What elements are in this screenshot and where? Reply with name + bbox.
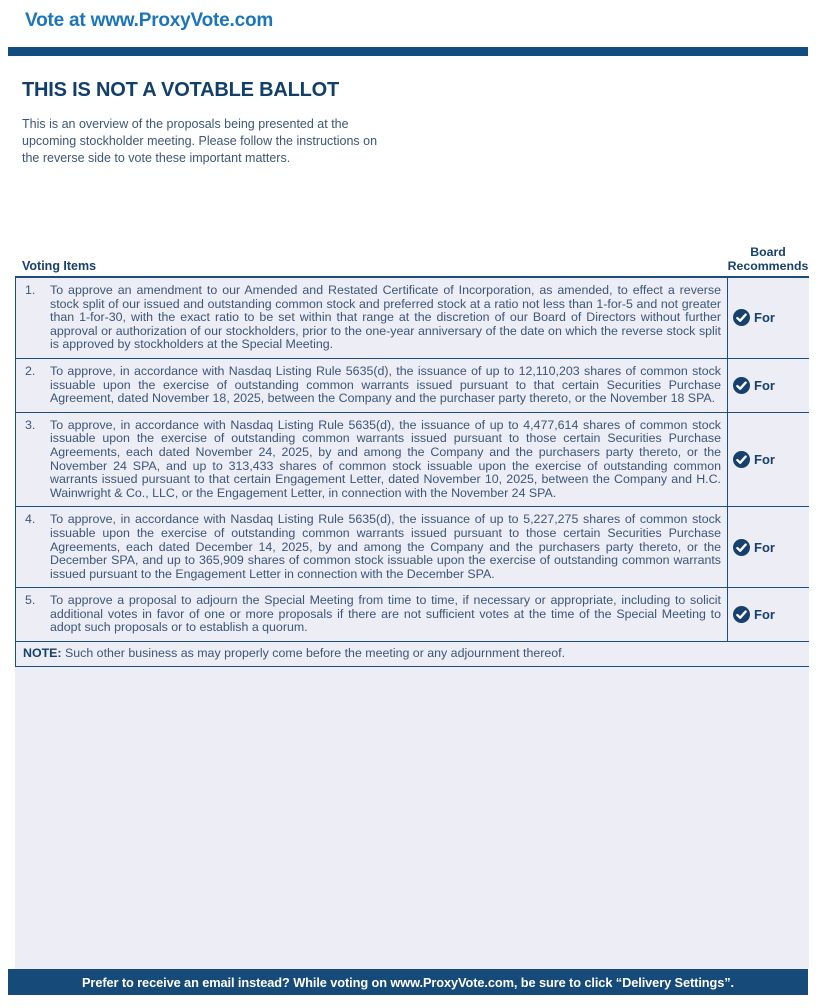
proposal-cell bbox=[16, 278, 727, 358]
check-circle-icon bbox=[733, 451, 750, 468]
proposal-cell bbox=[16, 413, 727, 507]
recommendation-cell bbox=[727, 359, 809, 412]
recommendation-label: For bbox=[754, 310, 775, 326]
check-circle-icon bbox=[733, 377, 750, 394]
proposal-text: To approve, in accordance with Nasdaq Listing Rule 5635(d), the issuance of up to 12,110,203 shares of common stock issuable upon the exercise of outstanding common warrants issued pursuant to that certain Securities Purchase Agreement, dated November 18, 2025, between the Company and the purchaser party thereto, or the November 18 SPA. bbox=[50, 363, 721, 406]
recommendation-label: For bbox=[754, 607, 775, 623]
note-label: NOTE: bbox=[23, 646, 62, 661]
voting-item-row-2 bbox=[16, 359, 809, 413]
recommendation-cell bbox=[727, 278, 809, 358]
not-votable-heading: THIS IS NOT A VOTABLE BALLOT bbox=[22, 79, 339, 101]
header-divider-bar bbox=[8, 47, 808, 56]
proposal-text: To approve, in accordance with Nasdaq Listing Rule 5635(d), the issuance of up to 5,227,275 shares of common stock issuable upon the exercise of outstanding common warrants issued pursuant to those certain Securities Purchase Agreements, each dated December 14, 2025, by and among the Company and the purchasers party thereto, or the December SPA, and up to 365,909 shares of common stock issuable upon the exercise of outstanding common warrants issued pursuant to the Engagement Letter in connection with the December SPA. bbox=[50, 512, 721, 581]
voting-item-row-4 bbox=[16, 507, 809, 588]
recommendation-badge bbox=[733, 309, 775, 326]
recommendation-badge bbox=[733, 606, 775, 623]
site-title: Vote at www.ProxyVote.com bbox=[25, 10, 274, 31]
proposal-number: 4. bbox=[25, 512, 36, 527]
note-text: Such other business as may properly come before the meeting or any adjournment thereof. bbox=[61, 646, 566, 661]
proposal-text: To approve an amendment to our Amended and Restated Certificate of Incorporation, as amended, to effect a reverse stock split of our issued and outstanding common stock and preferred stock at a ratio not less than 1-for-5 and not greater than 1-for-30, with the exact ratio to be set within that range at the discretion of our Board of Directors without further approval or authorization of our stockholders, prior to the one-year anniversary of the date on which the reverse stock split is approved by stockholders at the Special Meeting. bbox=[50, 283, 721, 352]
recommendation-label: For bbox=[754, 539, 775, 555]
recommendation-label: For bbox=[754, 377, 775, 393]
proposal-cell bbox=[16, 359, 727, 412]
recommendation-cell bbox=[727, 507, 809, 587]
check-circle-icon bbox=[733, 539, 750, 556]
recommendation-cell bbox=[727, 588, 809, 641]
board-recommends-column-header bbox=[727, 246, 809, 273]
proposal-number: 5. bbox=[25, 593, 36, 608]
footer-message: Prefer to receive an email instead? While voting on www.ProxyVote.com, be sure to click “Delivery Settings”. bbox=[82, 974, 734, 990]
table-header-row bbox=[15, 246, 809, 278]
proposal-number: 1. bbox=[25, 283, 36, 297]
proposal-cell bbox=[16, 507, 727, 587]
voting-items-column-header: Voting Items bbox=[22, 259, 97, 273]
table-body bbox=[15, 278, 809, 667]
proposal-cell bbox=[16, 588, 727, 641]
proposal-text: To approve a proposal to adjourn the Special Meeting from time to time, if necessary or appropriate, including to solicit additional votes in favor of one or more proposals if there are not sufficient votes at the time of the Special Meeting to adopt such proposals or to establish a quorum. bbox=[50, 593, 721, 635]
proposal-number: 3. bbox=[25, 417, 36, 432]
board-recommends-line2: Recommends bbox=[727, 258, 809, 273]
proposal-number: 2. bbox=[25, 363, 36, 378]
voting-items-table bbox=[15, 246, 809, 969]
voting-item-row-5 bbox=[16, 588, 809, 642]
recommendation-badge bbox=[733, 539, 775, 556]
recommendation-badge bbox=[733, 377, 775, 394]
board-recommends-line1: Board bbox=[750, 245, 786, 259]
voting-item-row-1 bbox=[16, 278, 809, 359]
recommendation-cell bbox=[727, 413, 809, 507]
footer-banner bbox=[8, 969, 808, 995]
voting-item-row-3 bbox=[16, 413, 809, 508]
check-circle-icon bbox=[733, 606, 750, 623]
note-row bbox=[16, 642, 809, 667]
check-circle-icon bbox=[733, 309, 750, 326]
ballot-description: This is an overview of the proposals being presented at the upcoming stockholder meeting. Please follow the instructions on the reverse side to vote these important matters. bbox=[22, 117, 378, 165]
recommendation-badge bbox=[733, 451, 775, 468]
empty-shaded-panel bbox=[15, 667, 809, 969]
proposal-text: To approve, in accordance with Nasdaq Listing Rule 5635(d), the issuance of up to 4,477,614 shares of common stock issuable upon the exercise of outstanding common warrants issued pursuant to those certain Securities Purchase Agreements, each dated November 24, 2025, by and among the Company and the purchasers party thereto, or the November 24 SPA, and up to 313,433 shares of common stock issuable upon the exercise of outstanding common warrants issued pursuant to that certain Engagement Letter, dated November 10, 2025, between the Company and H.C. Wainwright & Co., LLC, or the Engagement Letter, in connection with the November 24 SPA. bbox=[50, 417, 721, 500]
recommendation-label: For bbox=[754, 452, 775, 468]
